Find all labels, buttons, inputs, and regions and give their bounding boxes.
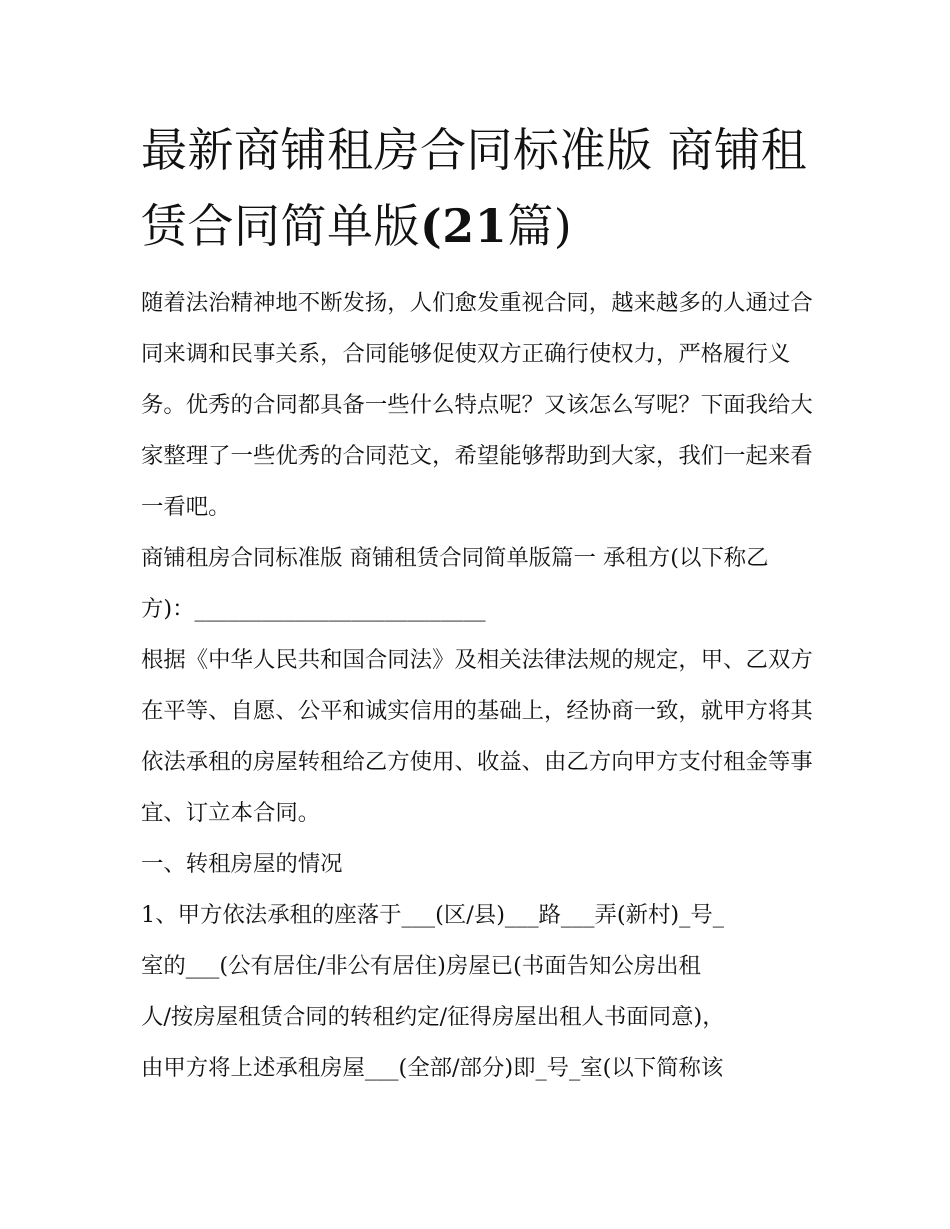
- basis-paragraph: 根据《中华人民共和国合同法》及相关法律法规的规定，甲、乙双方在平等、自愿、公平和诚实信用的基础上，经协商一致，就甲方将其依法承租的房屋转租给乙方使用、收益、由乙方向甲方支付租金等事宜、订立本合同。: [141, 647, 813, 826]
- clause-line: 室的___(公有居住/非公有居住)房屋已(书面告知公房出租: [141, 953, 701, 979]
- document-page: [141, 112, 813, 1094]
- clause-line: 人/按房屋租赁合同的转租约定/征得房屋出租人书面同意)，: [141, 1004, 725, 1030]
- section-heading: 一、转租房屋的情况: [141, 851, 343, 877]
- contract-subtitle: 商铺租房合同标准版 商铺租赁合同简单版篇一 承租方(以下称乙方)：__________________________: [141, 545, 769, 622]
- title-text: 最新商铺租房合同标准版 商铺租赁合同简单版: [141, 123, 808, 253]
- document-title: [141, 112, 813, 264]
- intro-paragraph: 随着法治精神地不断发扬，人们愈发重视合同，越来越多的人通过合同来调和民事关系，合同能够促使双方正确行使权力，严格履行义务。优秀的合同都具备一些什么特点呢？又该怎么写呢？下面我给大家整理了一些优秀的合同范文，希望能够帮助到大家，我们一起来看一看吧。: [141, 290, 813, 520]
- title-count: (21: [420, 199, 508, 253]
- title-suffix: 篇): [507, 199, 573, 253]
- clause-line: 1、甲方依法承租的座落于___(区/县)___路___弄(新村)_号_: [141, 902, 724, 928]
- document-body: [141, 278, 813, 1094]
- clause-line: 由甲方将上述承租房屋___(全部/部分)即_号_室(以下简称该: [141, 1055, 724, 1081]
